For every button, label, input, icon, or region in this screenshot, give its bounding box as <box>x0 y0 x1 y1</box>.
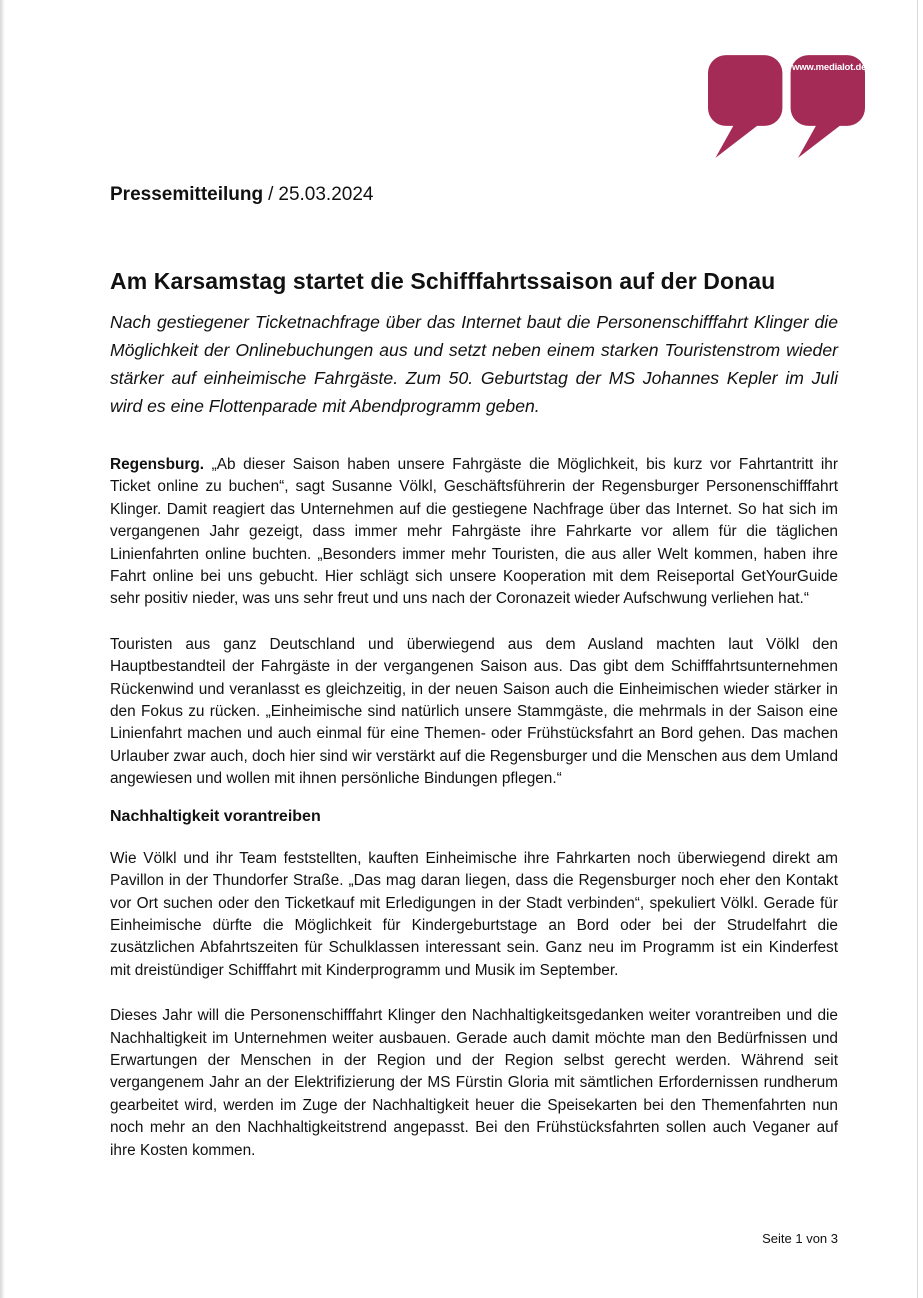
article-lead-paragraph: Nach gestiegener Ticketnachfrage über das Internet baut die Personenschifffahrt Klinger die Möglichkeit der Onlinebuchungen aus und setzt neben einem starken Touristenstrom wieder stärker auf einheimische Fahrgäste. Zum 50. Geburtstag der MS Johannes Kepler im Juli wird es eine Flottenparade mit Abendprogramm geben. <box>110 312 838 416</box>
page-left-edge <box>0 0 5 1298</box>
medialot-logo <box>708 55 865 158</box>
paragraph-1 <box>110 454 838 611</box>
document-meta-line <box>110 184 838 206</box>
paragraph-3: Wie Völkl und ihr Team feststellten, kauften Einheimische ihre Fahrkarten noch überwiegend direkt am Pavillon in der Thundorfer Straße. „Das mag daran liegen, dass die Regensburger noch eher den Kontakt vor Ort suchen oder den Ticketkauf mit Erledigungen in der Stadt verbinden“, spekuliert Völkl. Gerade für Einheimische dürfte die Möglichkeit für Kindergeburtstage an Bord oder bei der Strudelfahrt die zusätzlichen Abfahrtszeiten für Schulklassen interessant sein. Ganz neu im Programm ist ein Kinderfest mit dreistündiger Schifffahrt mit Kinderprogramm und Musik im September. <box>110 849 838 979</box>
paragraph-4: Dieses Jahr will die Personenschifffahrt Klinger den Nachhaltigkeitsgedanken weiter vorantreiben und die Nachhaltigkeit im Unternehmen weiter ausbauen. Gerade auch damit möchte man den Bedürfnissen und Erwartungen der Menschen in der Region und der Region selbst gerecht werden. Während seit vergangenem Jahr an der Elektrifizierung der MS Fürstin Gloria mit sämtlichen Erfordernissen rundherum gearbeitet wird, werden im Zuge der Nachhaltigkeit heuer die Speisekarten bei den Themenfahrten nun noch mehr an den Nachhaltigkeitstrend angepasst. Bei den Frühstücksfahrten sollen auch Veganer auf ihre Kosten kommen. <box>110 1007 838 1159</box>
paragraph-1-lead-in: Regensburg. <box>110 456 205 473</box>
section-subheading: Nachhaltigkeit vorantreiben <box>110 807 321 825</box>
meta-separator: / <box>268 184 274 205</box>
page-number: Seite 1 von 3 <box>762 1231 838 1246</box>
article-title: Am Karsamstag startet die Schifffahrtssaison auf der Donau <box>110 268 776 294</box>
paragraph-2: Touristen aus ganz Deutschland und überwiegend aus dem Ausland machten laut Völkl den Hauptbestandteil der Fahrgäste in der vergangenen Saison aus. Das gibt dem Schifffahrtsunternehmen Rückenwind und veranlasst es gleichzeitig, in der neuen Saison auch die Einheimischen wieder stärker in den Fokus zu rücken. „Einheimische sind natürlich unsere Stammgäste, die mehrmals in der Saison eine Linienfahrt machen und auch einmal für eine Themen- oder Frühstücksfahrt an Bord gehen. Das machen Urlauber zwar auch, doch hier sind wir verstärkt auf die Regensburger und die Menschen aus dem Umland angewiesen und wollen mit ihnen persönliche Bindungen pflegen.“ <box>110 635 839 788</box>
document-content <box>110 184 838 1185</box>
doc-date: 25.03.2024 <box>278 184 374 205</box>
doc-type-label: Pressemitteilung <box>110 184 264 205</box>
logo-url-text: www.medialot.de <box>792 62 867 73</box>
paragraph-1-text: „Ab dieser Saison haben unsere Fahrgäste die Möglichkeit, bis kurz vor Fahrtantritt ihr Ticket online zu buchen“, sagt Susanne Völkl, Geschäftsführerin der Regensburger Personenschifffahrt Klinger. Damit reagiert das Unternehmen auf die gestiegene Nachfrage über das Internet. So hat sich im vergangenen Jahr gezeigt, dass immer mehr Fahrgäste ihre Fahrkarte vor allem für die täglichen Linienfahrten online buchten. „Besonders immer mehr Touristen, die aus aller Welt kommen, haben ihre Fahrt online bei uns gebucht. Hier schlägt sich unsere Kooperation mit dem Reiseportal GetYourGuide sehr positiv nieder, was uns sehr freut und uns nach der Coronazeit wieder Aufschwung verliehen hat.“ <box>110 456 838 608</box>
page-right-edge <box>917 0 918 1298</box>
